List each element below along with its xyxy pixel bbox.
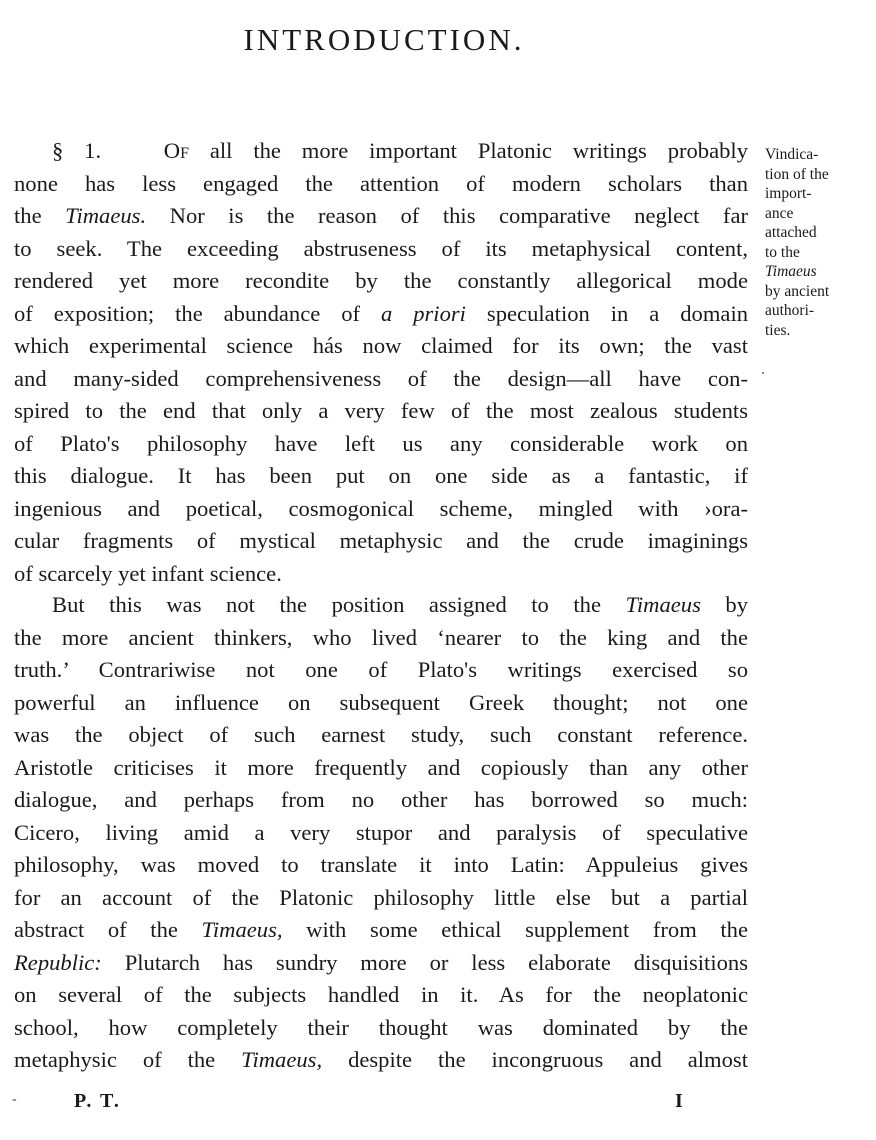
section-mark: § 1. — [52, 138, 102, 163]
text-line: philosophy, was moved to translate it into Latin: Appuleius gives — [14, 852, 748, 877]
paragraph-2 — [14, 589, 748, 1077]
text-line — [14, 947, 748, 980]
margin-line: Vindica- — [765, 146, 819, 163]
line-text: with some ethical supplement from the — [306, 917, 748, 942]
line-text: metaphysic of the — [14, 1047, 216, 1072]
italic-title: Timaeus, — [201, 917, 283, 942]
text-line: dialogue, and perhaps from no other has borrowed so much: — [14, 787, 748, 812]
line-text: Plutarch has sundry more or less elaborate disquisitions — [124, 949, 748, 975]
margin-note — [765, 145, 873, 340]
line-text: Nor is the reason of this comparative neglect far — [169, 203, 748, 228]
text-line — [14, 298, 748, 331]
text-line: and many-sided comprehensiveness of the design—all have con- — [14, 365, 748, 391]
line-text: abstract of the — [14, 917, 178, 942]
line-text: despite the incongruous and almost — [348, 1047, 748, 1072]
text-line: ingenious and poetical, cosmogonical scheme, mingled with ›ora- — [14, 495, 748, 521]
text-line: spired to the end that only a very few of the most zealous students — [14, 398, 748, 423]
line-text: But this was not the position assigned to the — [52, 592, 601, 617]
text-line: truth.’ Contrariwise not one of Plato's writings exercised so — [14, 657, 748, 682]
text-line: on several of the subjects handled in it. As for the neoplatonic — [14, 982, 748, 1007]
text-line: powerful an influence on subsequent Greek thought; not one — [14, 689, 748, 715]
text-line: cular fragments of mystical metaphysic and the crude imaginings — [14, 528, 748, 553]
line-text: by — [725, 592, 748, 617]
italic-title: Timaeus, — [241, 1047, 323, 1072]
text-line: which experimental science hás now claimed for its own; the vast — [14, 333, 748, 358]
text-line: of scarcely yet infant science. — [14, 560, 282, 586]
line-text: all the more important Platonic writings probably — [209, 138, 749, 163]
text-line: this dialogue. It has been put on one side as a fantastic, if — [14, 463, 748, 488]
drop-word: Of — [163, 138, 189, 163]
text-line — [14, 589, 748, 622]
margin-line: tion of the — [765, 165, 829, 183]
stray-mark: - — [12, 1092, 17, 1107]
text-line — [14, 135, 748, 168]
margin-line: authori- — [765, 302, 815, 319]
text-line: of Plato's philosophy have left us any considerable work on — [14, 430, 748, 456]
text-line: Cicero, living amid a very stupor and paralysis of speculative — [14, 819, 748, 845]
text-line — [14, 1044, 748, 1077]
paragraph-1 — [14, 135, 748, 590]
line-text: speculation in a domain — [486, 300, 749, 326]
margin-line: import- — [765, 185, 812, 202]
margin-line: to the — [765, 243, 800, 261]
margin-line: ties. — [765, 321, 791, 339]
text-line: Aristotle criticises it more frequently and copiously than any other — [14, 754, 748, 780]
stray-dot — [762, 372, 764, 374]
margin-line: ance — [765, 204, 794, 222]
text-line: to seek. The exceeding abstruseness of its metaphysical content, — [14, 235, 748, 261]
page-title: INTRODUCTION. — [243, 22, 525, 57]
text-line: rendered yet more recondite by the constantly allegorical mode — [14, 268, 748, 293]
page-number: I — [675, 1090, 683, 1112]
text-line: school, how completely their thought was dominated by the — [14, 1014, 748, 1040]
margin-line: by ancient — [765, 282, 830, 300]
italic-phrase: a priori — [380, 300, 466, 326]
margin-line: attached — [765, 224, 817, 241]
line-text: the — [14, 203, 42, 228]
text-line: the more ancient thinkers, who lived ‘nearer to the king and the — [14, 624, 748, 650]
line-text: of exposition; the abundance of — [14, 300, 361, 326]
text-line: none has less engaged the attention of modern scholars than — [14, 170, 748, 196]
italic-title: Timaeus. — [65, 203, 147, 228]
margin-italic: Timaeus — [765, 263, 817, 280]
text-line — [14, 914, 748, 947]
italic-title: Republic: — [14, 949, 102, 975]
signature-mark: P. T. — [74, 1090, 121, 1112]
text-line: for an account of the Platonic philosophy little else but a partial — [14, 884, 748, 910]
italic-title: Timaeus — [625, 592, 701, 617]
text-line: was the object of such earnest study, such constant reference. — [14, 722, 748, 747]
text-line — [14, 200, 748, 233]
